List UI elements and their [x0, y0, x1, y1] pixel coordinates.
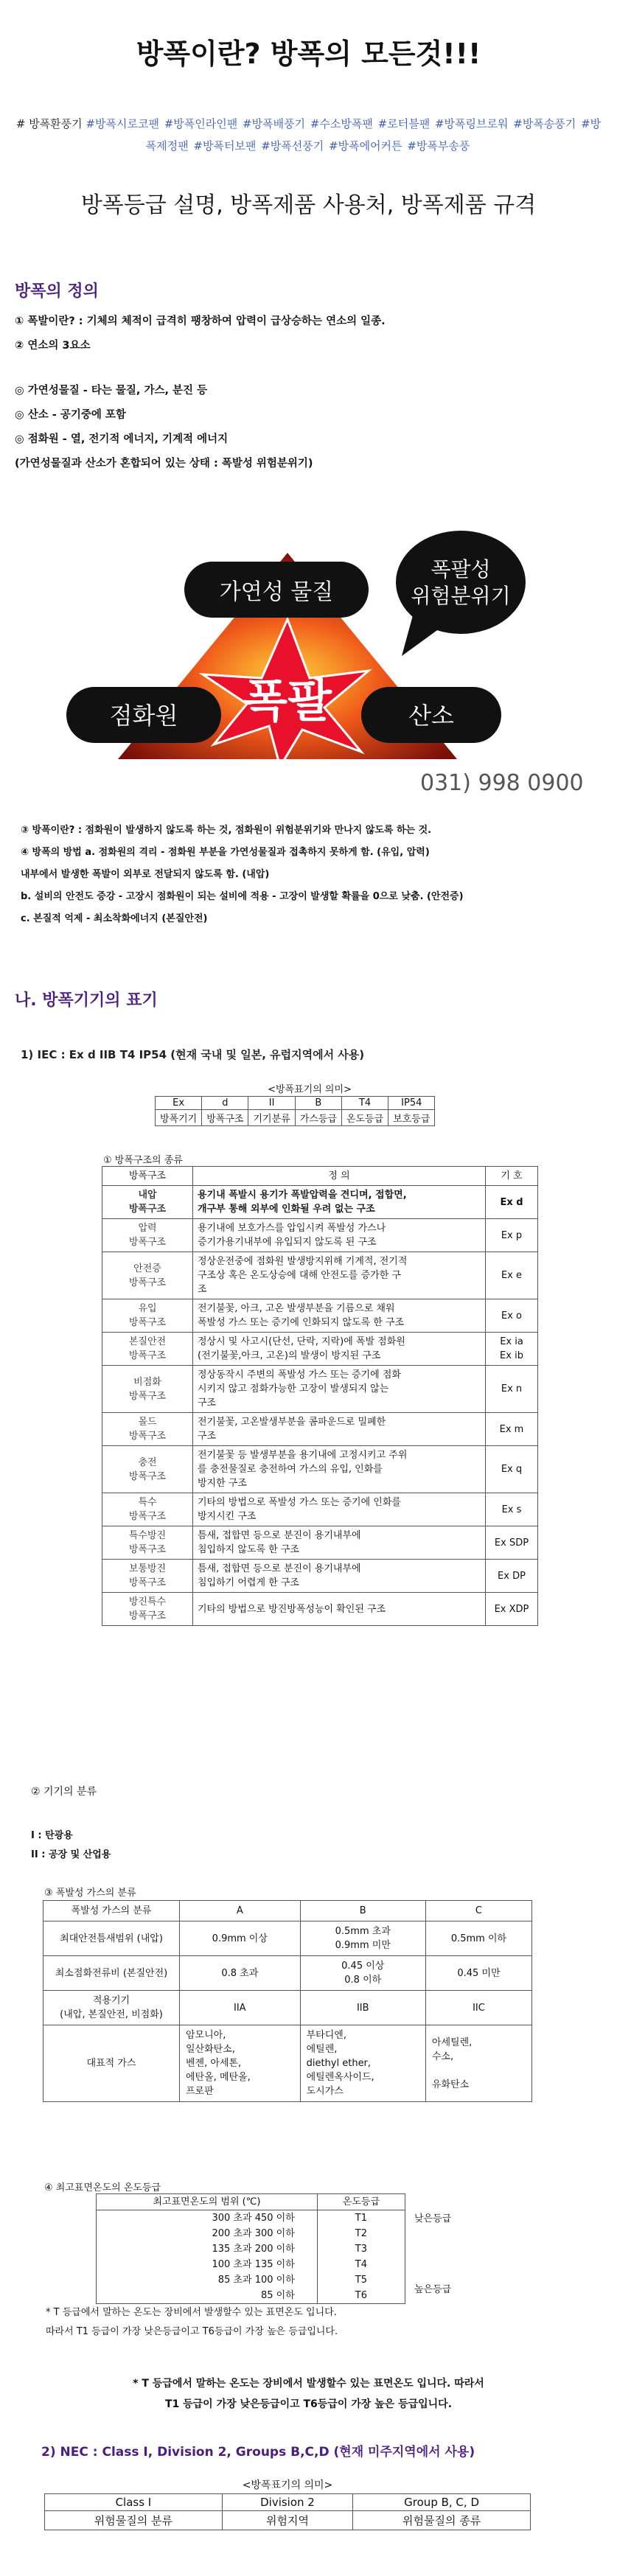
structure-name: 유입 방폭구조 [102, 1299, 193, 1333]
structure-definition: 틈새, 접합면 등으로 분진이 용기내부에 침입하기 어렵게 한 구조 [193, 1560, 486, 1593]
structure-symbol: Ex o [486, 1299, 538, 1333]
hashtag-link[interactable]: #방폭송풍기 [513, 117, 576, 130]
structure-symbol: Ex ia Ex ib [486, 1333, 538, 1366]
section-heading-marking: 나. 방폭기기의 표기 [15, 991, 158, 1010]
structure-row [102, 1186, 538, 1219]
mark-header-cell: Ex [156, 1097, 202, 1110]
gas-cell: 아세틸렌, 수소, 유화탄소 [425, 2025, 531, 2102]
iec-title: 1) IEC : Ex d IIB T4 IP54 (현재 국내 및 일본, 유럽지역에서 사용) [21, 1048, 365, 1061]
definition-line: (가연성물질과 산소가 혼합되어 있는 상태 : 폭발성 위험분위기) [15, 458, 313, 470]
mark-meaning-table [155, 1096, 435, 1126]
oxygen-label: 산소 [408, 702, 454, 730]
structure-name: 비점화 방폭구조 [102, 1366, 193, 1413]
temperature-class-table [96, 2193, 405, 2304]
structure-symbol: Ex p [486, 1219, 538, 1252]
gas-cell: IIC [425, 1991, 531, 2025]
gas-row [43, 1921, 532, 1956]
gas-cell: 0.45 미만 [425, 1956, 531, 1991]
definition-line: ◎ 점화원 - 열, 전기적 에너지, 기계적 에너지 [15, 433, 229, 445]
temp-grade: T6 [317, 2288, 405, 2304]
gas-row [43, 1991, 532, 2025]
structure-name: 보통방진 방폭구조 [102, 1560, 193, 1593]
structure-name: 특수방진 방폭구조 [102, 1526, 193, 1560]
structure-definition: 용기내에 보호가스를 압입시켜 폭발성 가스나 증기가용기내부에 유입되지 않도록 된 구조 [193, 1219, 486, 1252]
note-line: 따라서 T1 등급이 가장 낮은등급이고 T6등급이 가장 높은 등급입니다. [46, 2326, 338, 2337]
hashtag-link[interactable]: #방폭터보팬 [193, 139, 257, 153]
temp-grade: T1 [317, 2210, 405, 2227]
low-grade-label: 낮은등급 [414, 2213, 452, 2224]
structure-row [102, 1252, 538, 1299]
mark-header-cell: d [202, 1097, 248, 1110]
method-line: 내부에서 발생한 폭발이 외부로 전달되지 않도록 함. (내압) [21, 869, 270, 880]
gas-cell: 0.8 초과 [180, 1956, 301, 1991]
nec-title: 2) NEC : Class I, Division 2, Groups B,C,D (현재 미주지역에서 사용) [41, 2445, 475, 2460]
temperature-note-small [46, 2303, 338, 2342]
temp-range: 135 초과 200 이하 [97, 2241, 318, 2257]
gas-cell: 0.45 이상 0.8 이하 [300, 1956, 425, 1991]
structure-row [102, 1493, 538, 1526]
mark-header-cell: T4 [341, 1097, 388, 1110]
method-line: ④ 방폭의 방법 a. 점화원의 격리 - 점화원 부분을 가연성물질과 접촉하지 못하게 함. (유입, 압력) [21, 847, 430, 858]
gas-cell: 0.9mm 이상 [180, 1921, 301, 1956]
gas-header: C [425, 1901, 531, 1921]
gas-cell: IIB [300, 1991, 425, 2025]
temp-header: 최고표면온도의 범위 (℃) [97, 2194, 318, 2210]
phone-number: 031) 998 0900 [420, 770, 584, 796]
structure-symbol: Ex n [486, 1366, 538, 1413]
structure-definition: 기타의 방법으로 폭발성 가스 또는 증기에 인화를 방지시킨 구조 [193, 1493, 486, 1526]
mark-meaning-cell: 기기분류 [248, 1110, 295, 1126]
temp-header: 온도등급 [317, 2194, 405, 2210]
gas-cell: 최대안전틈새범위 (내압) [43, 1921, 180, 1956]
structure-symbol: Ex DP [486, 1560, 538, 1593]
gas-header: B [300, 1901, 425, 1921]
nec-cell: Division 2 [222, 2494, 352, 2511]
structure-definition: 틈새, 접합면 등으로 분진이 용기내부에 침입하지 않도록 한 구조 [193, 1526, 486, 1560]
structure-definition: 정상운전중에 점화원 발생방지위해 기계적, 전기적 구조상 혹은 온도상승에 대해 안전도를 증가한 구 조 [193, 1252, 486, 1299]
structure-header: 기 호 [486, 1167, 538, 1186]
temp-row [97, 2272, 405, 2288]
mark-caption: <방폭표기의 의미> [268, 1084, 352, 1095]
temp-grade: T4 [317, 2257, 405, 2272]
structure-row [102, 1560, 538, 1593]
gas-cell: 0.5mm 이하 [425, 1921, 531, 1956]
definition-line: ① 폭발이란? : 기체의 체적이 급격히 팽창하여 압력이 급상승하는 연소의 일종. [15, 315, 386, 327]
mark-meaning-cell: 방폭구조 [202, 1110, 248, 1126]
hashtag-link[interactable]: #방폭제정팬 [145, 117, 602, 153]
structure-header: 방폭구조 [102, 1167, 193, 1186]
nec-cell: Class I [45, 2494, 223, 2511]
structure-header: 정 의 [193, 1167, 486, 1186]
definition-line: ◎ 가연성물질 - 타는 물질, 가스, 분진 등 [15, 385, 208, 397]
hashtag-link[interactable]: #로터블팬 [377, 117, 430, 130]
gas-cell: 암모니아, 일산화탄소, 벤젠, 아세톤, 에탄올, 메탄올, 프로판 [180, 2025, 301, 2102]
structure-name: 특수 방폭구조 [102, 1493, 193, 1526]
structure-definition: 정상시 및 사고시(단선, 단락, 지락)에 폭발 점화원 (전기불꽃,아크, 고온)의 발생이 방지된 구조 [193, 1333, 486, 1366]
mark-meaning-cell: 가스등급 [295, 1110, 341, 1126]
structure-row [102, 1413, 538, 1446]
classification-line: I : 탄광용 [31, 1830, 73, 1841]
hashtag-link[interactable]: #방폭에어커튼 [329, 139, 402, 153]
gas-row [43, 1956, 532, 1991]
temp-row [97, 2257, 405, 2272]
nec-cell: Group B, C, D [353, 2494, 531, 2511]
structure-name: 몰드 방폭구조 [102, 1413, 193, 1446]
structure-definition: 용기내 폭발시 용기가 폭발압력을 견디며, 접합면, 개구부 통해 외부에 인화될 우려 없는 구조 [193, 1186, 486, 1219]
structure-definition: 전기불꽃, 아크, 고온 발생부분을 기름으로 채워 폭발성 가스 또는 증기에 인화되지 않도록 한 구조 [193, 1299, 486, 1333]
structure-name: 안전증 방폭구조 [102, 1252, 193, 1299]
hashtag-link[interactable]: #방폭부송풍 [407, 139, 470, 153]
hashtag-link[interactable]: #방폭시로코팬 [86, 117, 159, 130]
structure-row [102, 1593, 538, 1626]
structure-definition: 기타의 방법으로 방진방폭성능이 확인된 구조 [193, 1593, 486, 1626]
temp-grade: T5 [317, 2272, 405, 2288]
mark-header-cell: II [248, 1097, 295, 1110]
atmosphere-label-line1: 폭팔성 [430, 557, 491, 582]
hashtag-list [15, 113, 602, 157]
temp-grade: T3 [317, 2241, 405, 2257]
structure-row [102, 1299, 538, 1333]
gas-cell: 대표적 가스 [43, 2025, 180, 2102]
page-subtitle: 방폭등급 설명, 방폭제품 사용처, 방폭제품 규격 [80, 192, 537, 218]
structure-name: 내압 방폭구조 [102, 1186, 193, 1219]
gas-cell: IIA [180, 1991, 301, 2025]
temp-row [97, 2241, 405, 2257]
temp-range: 85 이하 [97, 2288, 318, 2304]
structure-symbol: Ex XDP [486, 1593, 538, 1626]
page-title: 방폭이란? 방폭의 모든것!!! [136, 38, 481, 70]
gas-header: 폭발성 가스의 분류 [43, 1901, 180, 1921]
fire-triangle-diagram [59, 523, 604, 759]
nec-meaning-table [44, 2493, 531, 2530]
structure-definition: 전기불꽃 등 발생부분을 용기내에 고정시키고 주위 를 충전물질로 충전하여 가스의 유입, 인화를 방지한 구조 [193, 1446, 486, 1493]
structure-table-caption: ① 방폭구조의 종류 [103, 1155, 183, 1166]
spacer [15, 358, 604, 379]
note-line: * T 등급에서 말하는 온도는 장비에서 발생할수 있는 표면온도 입니다. 따라서 [133, 2378, 484, 2390]
hashtag-link[interactable]: #방폭인라인팬 [164, 117, 238, 130]
temp-range: 200 초과 300 이하 [97, 2226, 318, 2241]
atmosphere-label-line2: 위험분위기 [411, 584, 511, 608]
structure-row [102, 1333, 538, 1366]
structure-definition: 전기불꽃, 고온발생부분을 콤파운드로 밀폐한 구조 [193, 1413, 486, 1446]
hashtag-link[interactable]: #방폭배풍기 [243, 117, 306, 130]
structure-name: 방진특수 방폭구조 [102, 1593, 193, 1626]
structure-symbol: Ex s [486, 1493, 538, 1526]
structure-definition: 정상동작시 주변의 폭발성 가스 또는 증기에 점화 시키지 않고 점화가능한 고장이 발생되지 않는 구조 [193, 1366, 486, 1413]
mark-meaning-cell: 방폭기기 [156, 1110, 202, 1126]
temp-range: 100 초과 135 이하 [97, 2257, 318, 2272]
hashtag-link[interactable]: #방폭선풍기 [261, 139, 324, 153]
gas-table-caption: ③ 폭발성 가스의 분류 [44, 1888, 136, 1899]
nec-caption: <방폭표기의 의미> [242, 2479, 333, 2491]
gas-cell: 부타디엔, 에틸렌, diethyl ether, 에틸렌옥사이드, 도시가스 [300, 2025, 425, 2102]
classification-line: II : 공장 및 산업용 [31, 1849, 111, 1860]
note-line: T1 등급이 가장 낮은등급이고 T6등급이 가장 높은 등급입니다. [164, 2398, 453, 2410]
structure-name: 충전 방폭구조 [102, 1446, 193, 1493]
nec-cell: 위험물질의 분류 [45, 2511, 223, 2530]
gas-cell: 적용기기 (내압, 본질안전, 비점화) [43, 1991, 180, 2025]
classification-lines [31, 1826, 111, 1865]
definition-lines [15, 310, 604, 476]
gas-classification-table [43, 1900, 532, 2102]
temp-row [97, 2210, 405, 2227]
structure-symbol: Ex m [486, 1413, 538, 1446]
explosion-label: 폭팔 [243, 674, 332, 727]
method-line: c. 본질적 억제 - 최소착화에너지 (본질안전) [21, 913, 208, 924]
gas-cell: 최소점화전류비 (본질안전) [43, 1956, 180, 1991]
note-line: * T 등급에서 말하는 온도는 장비에서 발생할수 있는 표면온도 입니다. [46, 2307, 337, 2318]
mark-meaning-cell: 온도등급 [341, 1110, 388, 1126]
nec-cell: 위험지역 [222, 2511, 352, 2530]
ignition-label: 점화원 [109, 702, 178, 730]
mark-meaning-cell: 보호등급 [388, 1110, 435, 1126]
structure-symbol: Ex q [486, 1446, 538, 1493]
structure-symbol: Ex d [486, 1186, 538, 1219]
classification-title: ② 기기의 분류 [31, 1786, 97, 1798]
fuel-label: 가연성 물질 [219, 579, 334, 605]
section-heading-definition: 방폭의 정의 [15, 282, 99, 301]
temperature-note-large [0, 2373, 617, 2415]
structure-symbol: Ex SDP [486, 1526, 538, 1560]
temp-range: 300 초과 450 이하 [97, 2210, 318, 2227]
method-line: b. 설비의 안전도 증강 - 고장시 점화원이 되는 설비에 적용 - 고장이 발생할 확률을 0으로 낮춤. (안전증) [21, 891, 464, 902]
definition-line: ② 연소의 3요소 [15, 340, 91, 352]
structure-name: 압력 방폭구조 [102, 1219, 193, 1252]
gas-cell: 0.5mm 초과 0.9mm 미만 [300, 1921, 425, 1956]
temp-table-caption: ④ 최고표면온도의 온도등급 [44, 2182, 161, 2193]
mark-header-cell: B [295, 1097, 341, 1110]
mark-header-cell: IP54 [388, 1097, 435, 1110]
tags-label: # 방폭환풍기 [15, 117, 83, 130]
hashtag-link[interactable]: #방폭링브로워 [434, 117, 509, 130]
definition-line: ◎ 산소 - 공기중에 포함 [15, 409, 126, 421]
structure-symbol: Ex e [486, 1252, 538, 1299]
temp-row [97, 2226, 405, 2241]
structure-row [102, 1526, 538, 1560]
method-line: ③ 방폭이란? : 점화원이 발생하지 않도록 하는 것, 점화원이 위험분위기와 만나지 않도록 하는 것. [21, 825, 432, 836]
structure-name: 본질안전 방폭구조 [102, 1333, 193, 1366]
gas-row [43, 2025, 532, 2102]
structure-table [102, 1166, 538, 1626]
temp-grade: T2 [317, 2226, 405, 2241]
nec-cell: 위험물질의 종류 [353, 2511, 531, 2530]
gas-header: A [180, 1901, 301, 1921]
temp-row [97, 2288, 405, 2304]
structure-row [102, 1366, 538, 1413]
hashtag-link[interactable]: #수소방폭팬 [310, 117, 373, 130]
high-grade-label: 높은등급 [414, 2284, 452, 2295]
explosion-proof-method-lines [21, 820, 610, 930]
structure-row [102, 1219, 538, 1252]
structure-row [102, 1446, 538, 1493]
temp-range: 85 초과 100 이하 [97, 2272, 318, 2288]
